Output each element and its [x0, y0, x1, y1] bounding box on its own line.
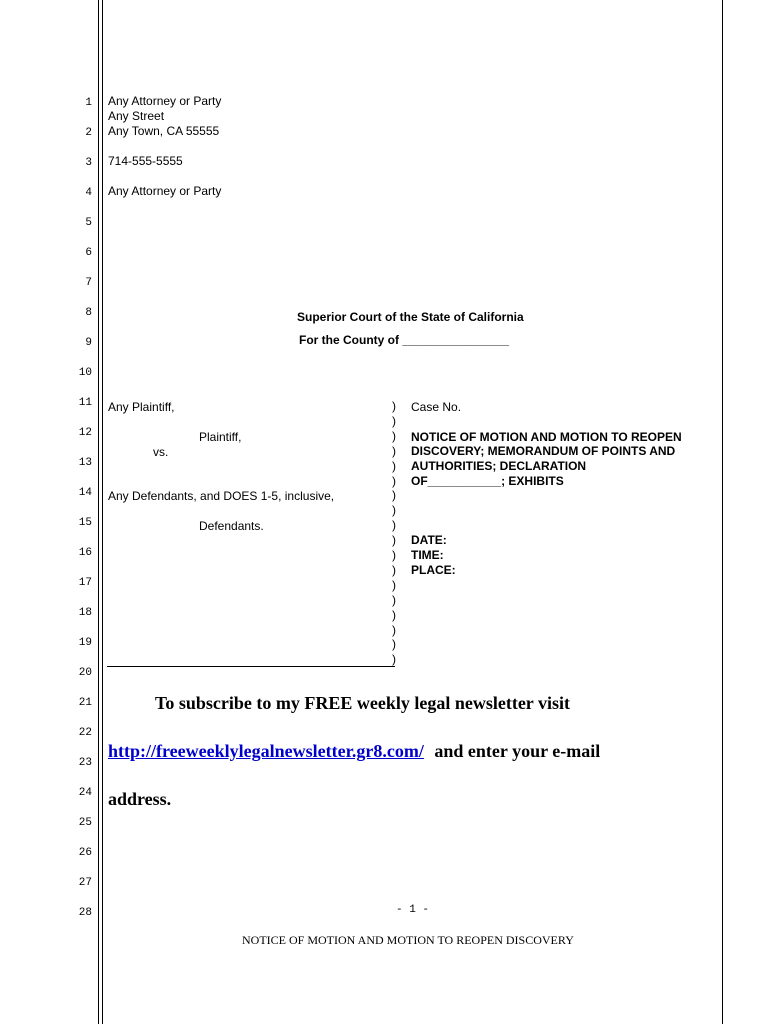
newsletter-line-2 — [108, 741, 600, 762]
line-number: 18 — [78, 607, 92, 619]
caption-paren: ) — [392, 533, 396, 548]
line-number: 11 — [78, 397, 92, 409]
plaintiff-role: Plaintiff, — [199, 430, 242, 444]
line-number: 5 — [85, 217, 92, 229]
caption-paren: ) — [392, 413, 396, 428]
line-number: 4 — [85, 187, 92, 199]
attorney-street: Any Street — [108, 109, 165, 123]
caption-paren: ) — [392, 652, 396, 667]
motion-title-line-3: AUTHORITIES; DECLARATION — [411, 459, 587, 473]
caption-paren: ) — [392, 473, 396, 488]
line-number: 26 — [78, 847, 92, 859]
page-number: - 1 - — [396, 904, 430, 916]
caption-paren: ) — [392, 637, 396, 652]
plaintiff-name: Any Plaintiff, — [108, 400, 175, 414]
motion-title-line-4: OF___________; EXHIBITS — [411, 474, 564, 488]
line-number: 22 — [78, 727, 92, 739]
line-number: 28 — [78, 907, 92, 919]
line-number: 2 — [85, 127, 92, 139]
hearing-place: PLACE: — [411, 563, 456, 577]
left-margin-line-2 — [102, 0, 103, 1024]
line-number: 3 — [85, 157, 92, 169]
attorney-name: Any Attorney or Party — [108, 94, 222, 108]
court-name: Superior Court of the State of California — [297, 310, 524, 324]
caption-paren: ) — [392, 503, 396, 518]
line-number: 9 — [85, 337, 92, 349]
line-number: 21 — [78, 697, 92, 709]
caption-paren: ) — [392, 577, 396, 592]
caption-paren: ) — [392, 443, 396, 458]
caption-paren: ) — [392, 548, 396, 562]
line-number: 19 — [78, 637, 92, 649]
caption-paren: ) — [392, 488, 396, 503]
motion-title-line-2: DISCOVERY; MEMORANDUM OF POINTS AND — [411, 444, 676, 458]
defendants-role: Defendants. — [199, 519, 264, 533]
line-number: 6 — [85, 247, 92, 259]
hearing-time: TIME: — [411, 548, 444, 562]
line-number: 27 — [78, 877, 92, 889]
defendants-name: Any Defendants, and DOES 1-5, inclusive, — [108, 489, 335, 503]
case-number: Case No. — [411, 400, 462, 414]
line-number: 25 — [78, 817, 92, 829]
versus: vs. — [153, 445, 169, 459]
right-margin-line — [722, 0, 723, 1024]
line-number: 13 — [78, 457, 92, 469]
line-number: 7 — [85, 277, 92, 289]
line-number: 15 — [78, 517, 92, 529]
left-margin-line-1 — [98, 0, 99, 1024]
line-number: 17 — [78, 577, 92, 589]
line-number: 12 — [78, 427, 92, 439]
caption-underline — [107, 666, 395, 667]
footer-title: NOTICE OF MOTION AND MOTION TO REOPEN DISCOVERY — [242, 933, 574, 947]
line-number: 20 — [78, 667, 92, 679]
attorney-phone: 714-555-5555 — [108, 154, 183, 168]
caption-paren: ) — [392, 458, 396, 473]
attorney-city: Any Town, CA 55555 — [108, 124, 220, 138]
caption-paren: ) — [392, 428, 396, 443]
newsletter-line-3: address. — [108, 789, 172, 809]
caption-paren: ) — [392, 562, 396, 577]
caption-paren: ) — [392, 518, 396, 533]
newsletter-line-2-rest: and enter your e-mail — [434, 741, 601, 761]
line-number: 24 — [78, 787, 92, 799]
hearing-date: DATE: — [411, 533, 447, 547]
line-number: 1 — [85, 97, 92, 109]
line-number: 23 — [78, 757, 92, 769]
newsletter-line-1: To subscribe to my FREE weekly legal newsletter visit — [155, 693, 570, 713]
court-county: For the County of ________________ — [299, 333, 510, 347]
caption-paren: ) — [392, 622, 396, 637]
line-number: 16 — [78, 547, 92, 559]
line-number: 8 — [85, 307, 92, 319]
line-number: 14 — [78, 487, 92, 499]
caption-paren: ) — [392, 592, 396, 607]
attorney-for: Any Attorney or Party — [108, 184, 222, 198]
caption-paren: ) — [392, 607, 396, 622]
caption-paren: ) — [392, 399, 396, 413]
newsletter-link[interactable]: http://freeweeklylegalnewsletter.gr8.com/ — [108, 741, 424, 761]
motion-title-line-1: NOTICE OF MOTION AND MOTION TO REOPEN — [411, 430, 682, 444]
line-number: 10 — [78, 367, 92, 379]
